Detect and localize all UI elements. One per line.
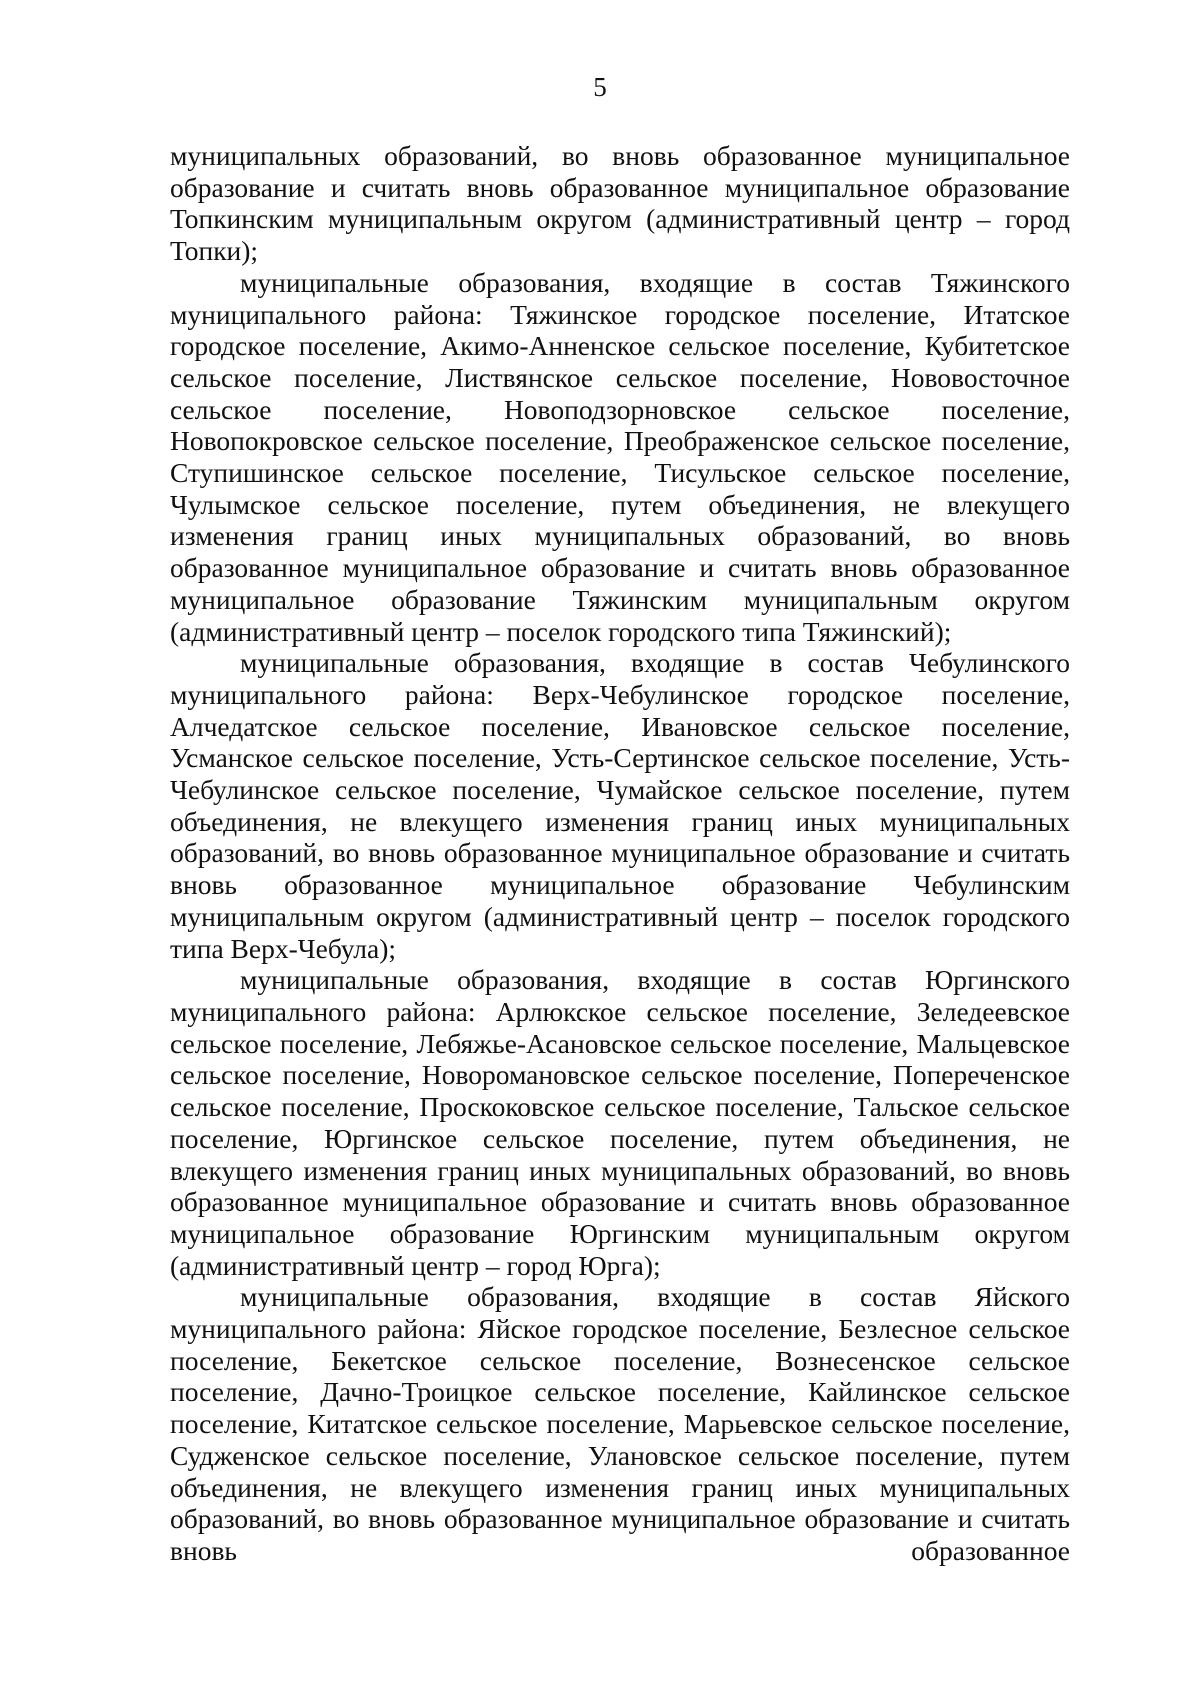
paragraph-yurginsky-district: муниципальные образования, входящие в состав Юргинского муниципального района: Арлюкское сельское поселение, Зеледеевское сельское поселение, Лебяжье-Асановское сельское поселение, Мальцевское сельское поселение, Новоромановское сельское поселение, Попереченское сельское поселение, Проскоковское сельское поселение, Тальское сельское поселение, Юргинское сельское поселение, путем объединения, не влекущего изменения границ иных муниципальных образований, во вновь образованное муниципальное образование и считать вновь образованное муниципальное образование Юргинским муниципальным округом (административный центр – город Юрга);	[170, 964, 1070, 1281]
paragraph-yaysky-district: муниципальные образования, входящие в состав Яйского муниципального района: Яйское городское поселение, Безлесное сельское поселение, Бекетское сельское поселение, Вознесенское сельское поселение, Дачно-Троицкое сельское поселение, Кайлинское сельское поселение, Китатское сельское поселение, Марьевское сельское поселение, Судженское сельское поселение, Улановское сельское поселение, путем объединения, не влекущего изменения границ иных муниципальных образований, во вновь образованное муниципальное образование и считать вновь образованное	[170, 1281, 1070, 1566]
paragraph-tyazhinsky-district: муниципальные образования, входящие в состав Тяжинского муниципального района: Тяжинское городское поселение, Итатское городское поселение, Акимо-Анненское сельское поселение, Кубитетское сельское поселение, Листвянское сельское поселение, Нововосточное сельское поселение, Новоподзорновское сельское поселение, Новопокровское сельское поселение, Преображенское сельское поселение, Ступишинское сельское поселение, Тисульское сельское поселение, Чулымское сельское поселение, путем объединения, не влекущего изменения границ иных муниципальных образований, во вновь образованное муниципальное образование и считать вновь образованное муниципальное образование Тяжинским муниципальным округом (административный центр – поселок городского типа Тяжинский);	[170, 266, 1070, 647]
paragraph-chebulinsky-district: муниципальные образования, входящие в состав Чебулинского муниципального района: Верх-Чебулинское городское поселение, Алчедатское сельское поселение, Ивановское сельское поселение, Усманское сельское поселение, Усть-Сертинское сельское поселение, Усть-Чебулинское сельское поселение, Чумайское сельское поселение, путем объединения, не влекущего изменения границ иных муниципальных образований, во вновь образованное муниципальное образование и считать вновь образованное муниципальное образование Чебулинским муниципальным округом (административный центр – поселок городского типа Верх-Чебула);	[170, 647, 1070, 964]
page-number: 5	[593, 72, 607, 102]
paragraph-topki-continuation: муниципальных образований, во вновь образованное муниципальное образование и считать вновь образованное муниципальное образование Топкинским муниципальным округом (административный центр – город Топки);	[170, 140, 1070, 267]
document-body	[170, 140, 1070, 1567]
